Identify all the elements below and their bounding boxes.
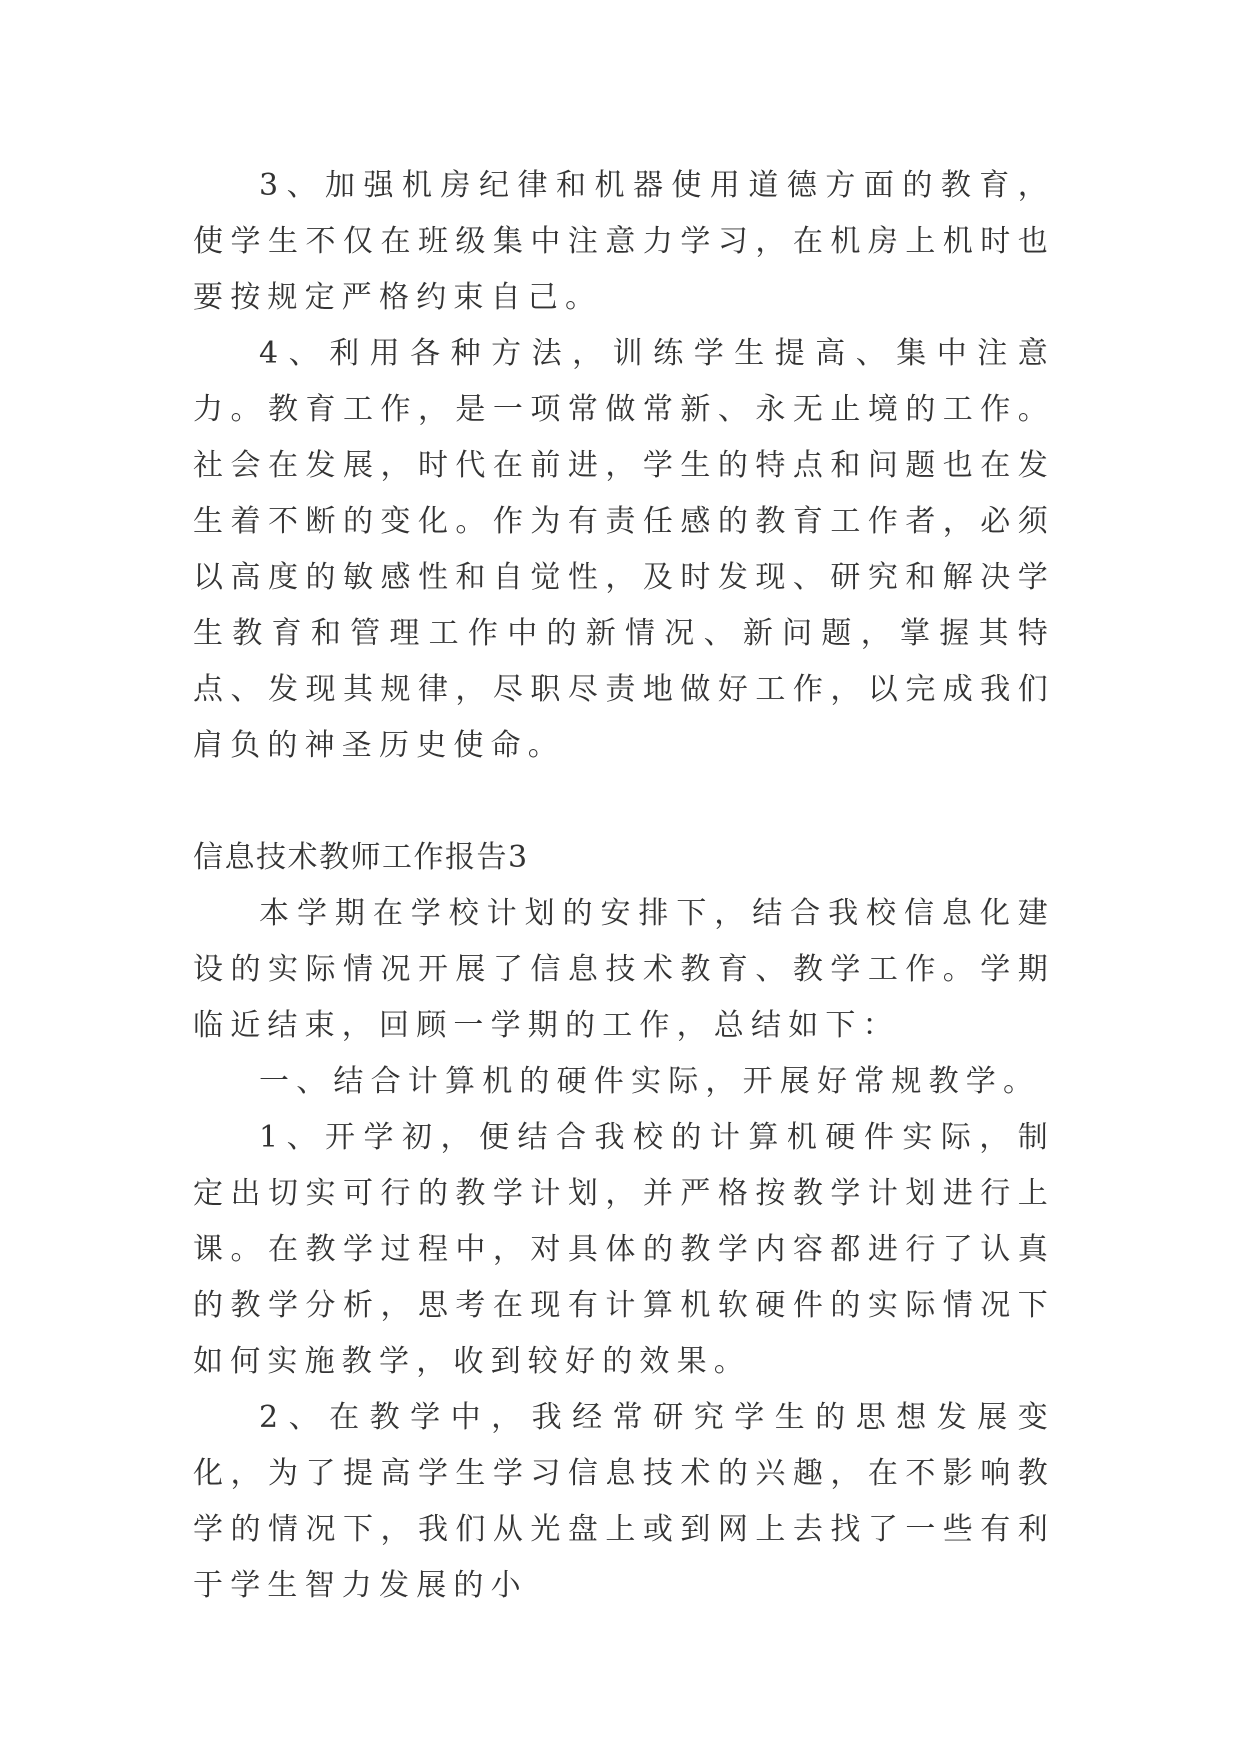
paragraph-item-4: 4、利用各种方法，训练学生提高、集中注意力。教育工作，是一项常做常新、永无止境的工作。社会在发展，时代在前进，学生的特点和问题也在发生着不断的变化。作为有责任感的教育工作者，必须以高度的敏感性和自觉性，及时发现、研究和解决学生教育和管理工作中的新情况、新问题，掌握其特点、发现其规律，尽职尽责地做好工作，以完成我们肩负的神圣历史使命。 (193, 336, 1055, 763)
paragraph-item-1: 1、开学初，便结合我校的计算机硬件实际，制定出切实可行的教学计划，并严格按教学计划进行上课。在教学过程中，对具体的教学内容都进行了认真的教学分析，思考在现有计算机软硬件的实际情况下如何实施教学，收到较好的效果。 (193, 1120, 1055, 1379)
paragraph-item-2: 2、在教学中，我经常研究学生的思想发展变化，为了提高学生学习信息技术的兴趣，在不影响教学的情况下，我们从光盘上或到网上去找了一些有利于学生智力发展的小 (193, 1400, 1055, 1603)
section-heading: 信息技术教师工作报告3 (193, 840, 529, 875)
paragraph-section-one: 一、结合计算机的硬件实际，开展好常规教学。 (259, 1064, 1041, 1099)
paragraph-item-3: 3、加强机房纪律和机器使用道德方面的教育，使学生不仅在班级集中注意力学习，在机房上机时也要按规定严格约束自己。 (193, 168, 1055, 315)
paragraph-intro: 本学期在学校计划的安排下，结合我校信息化建设的实际情况开展了信息技术教育、教学工作。学期临近结束，回顾一学期的工作，总结如下： (193, 896, 1055, 1043)
document-body (193, 158, 1055, 1614)
